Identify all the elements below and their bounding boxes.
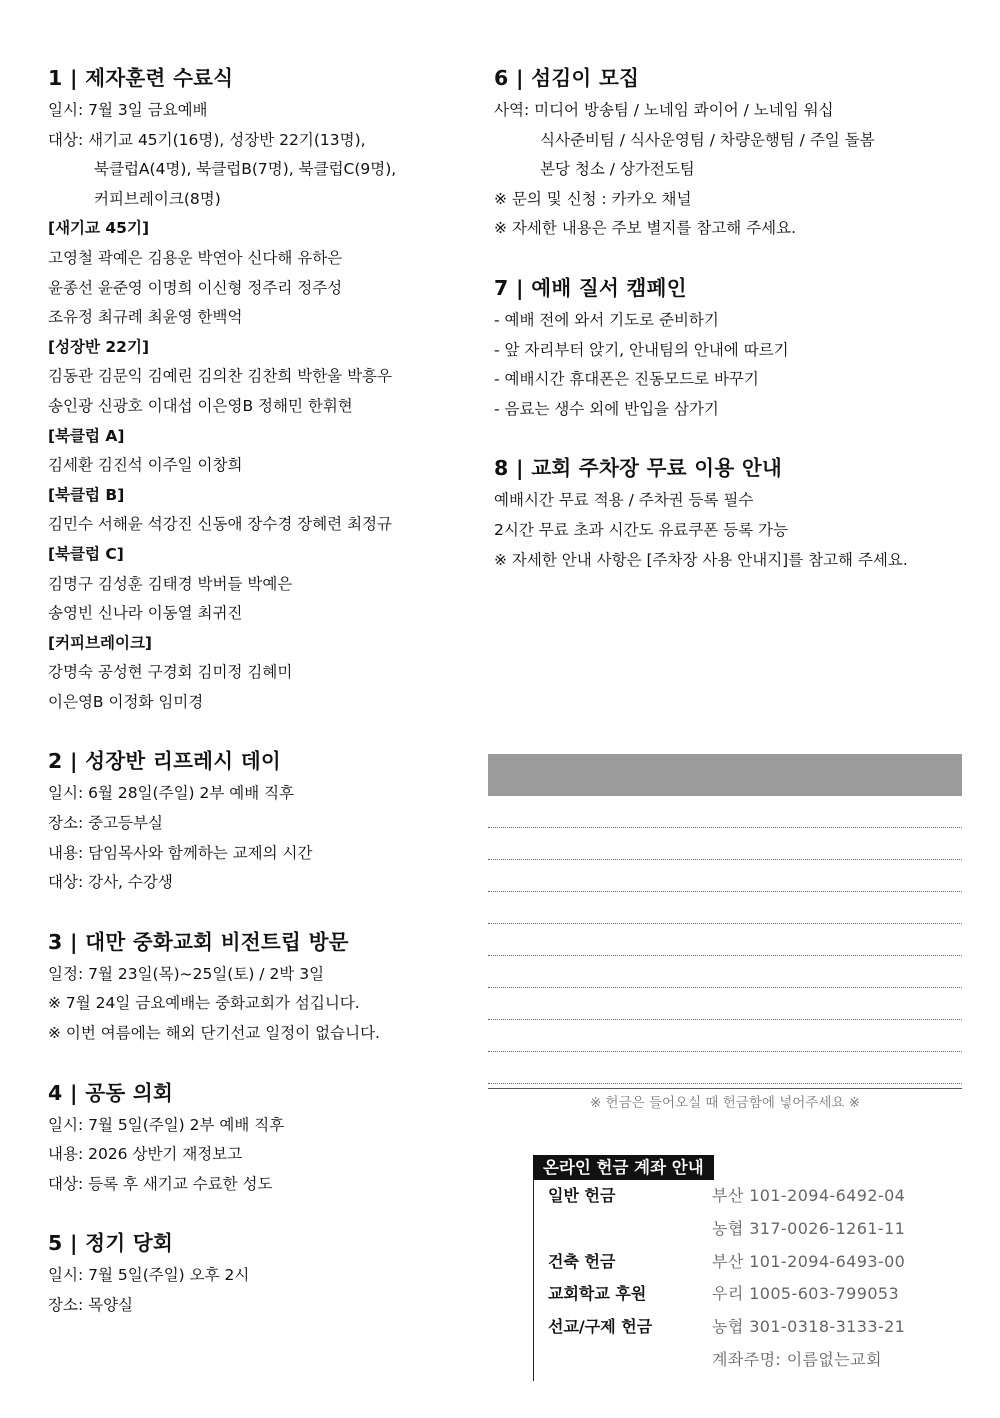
offering-note: ※ 헌금은 들어오실 때 헌금함에 넣어주세요 ※ <box>589 1095 861 1111</box>
left-column <box>48 60 468 1347</box>
detail-line: - 음료는 생수 외에 반입을 삼가기 <box>494 399 719 418</box>
account-label: 건축 헌금 <box>548 1251 616 1271</box>
section-title: 1 | 제자훈련 수료식 <box>48 66 234 90</box>
name-list: 김명구 김성훈 김태경 박버들 박예은 <box>48 574 293 593</box>
account-number: 부산 101-2094-6493-00 <box>712 1251 906 1271</box>
detail-line: 예배시간 무료 적용 / 주차권 등록 필수 <box>494 491 754 510</box>
name-list: 조유정 최규례 최윤영 한백억 <box>48 308 243 327</box>
section-joint-council <box>48 1075 468 1200</box>
name-list: 윤종선 윤준영 이명희 이신형 정주리 정주성 <box>48 278 343 297</box>
name-list: 김동관 김문익 김예린 김의찬 김찬희 박한울 박흥우 <box>48 367 392 386</box>
memo-line <box>488 924 962 956</box>
group-label: [북클럽 C] <box>48 544 124 563</box>
detail-line: ※ 7월 24일 금요예배는 중화교회가 섬깁니다. <box>48 994 360 1013</box>
detail-line: 본당 청소 / 상가전도팀 <box>540 160 695 179</box>
section-discipleship-graduation <box>48 60 468 717</box>
section-title: 5 | 정기 당회 <box>48 1231 174 1256</box>
group-label: [북클럽 A] <box>48 426 125 445</box>
section-parking-info <box>494 450 964 575</box>
name-list: 김민수 서해윤 석강진 신동애 장수경 장혜련 최정규 <box>48 515 392 534</box>
detail-line: - 앞 자리부터 앉기, 안내팀의 안내에 따르기 <box>494 340 789 359</box>
account-row <box>534 1311 954 1344</box>
detail-line: 대상: 등록 후 새기교 수료한 성도 <box>48 1174 273 1193</box>
detail-line: - 예배 전에 와서 기도로 준비하기 <box>494 310 719 329</box>
account-number: 부산 101-2094-6492-04 <box>712 1186 906 1205</box>
memo-line <box>488 828 962 860</box>
section-title: 8 | 교회 주차장 무료 이용 안내 <box>494 456 783 481</box>
account-row <box>534 1246 954 1279</box>
detail-line: 커피브레이크(8명) <box>94 189 221 208</box>
detail-line: 대상: 새기교 45기(16명), 성장반 22기(13명), <box>48 130 366 149</box>
memo-line <box>488 1052 962 1084</box>
memo-line <box>488 796 962 828</box>
detail-line: 일시: 6월 28일(주일) 2부 예배 직후 <box>48 784 295 803</box>
detail-line: 사역: 미디어 방송팀 / 노네임 콰이어 / 노네임 워십 <box>494 101 834 119</box>
memo-line <box>488 988 962 1020</box>
detail-line: 내용: 담임목사와 함께하는 교제의 시간 <box>48 843 313 862</box>
section-title: 2 | 성장반 리프레시 데이 <box>48 749 282 774</box>
account-label: 일반 헌금 <box>548 1186 616 1205</box>
right-column <box>494 60 964 601</box>
detail-line: - 예배시간 휴대폰은 진동모드로 바꾸기 <box>494 370 759 389</box>
name-list: 강명숙 공성현 구경회 김미정 김혜미 <box>48 663 293 682</box>
memo-divider <box>488 1088 962 1089</box>
account-row <box>534 1213 954 1246</box>
name-list: 송인광 신광호 이대섭 이은영B 정해민 한휘현 <box>48 396 353 415</box>
detail-line: 내용: 2026 상반기 재정보고 <box>48 1145 243 1164</box>
accounts-title: 온라인 헌금 계좌 안내 <box>533 1155 714 1180</box>
name-list: 고영철 곽예은 김용운 박연아 신다해 유하은 <box>48 248 343 267</box>
account-row <box>534 1278 954 1311</box>
group-label: [새기교 45기] <box>48 219 150 238</box>
online-offering-accounts <box>533 1155 954 1381</box>
section-worship-order-campaign <box>494 270 964 424</box>
account-holder: 계좌주명: 이름없는교회 <box>712 1349 882 1369</box>
memo-line <box>488 1020 962 1052</box>
section-vision-trip <box>48 924 468 1049</box>
account-row <box>534 1180 954 1213</box>
account-row <box>534 1344 954 1377</box>
detail-line: ※ 자세한 내용은 주보 별지를 참고해 주세요. <box>494 219 797 238</box>
detail-line: 식사준비팀 / 식사운영팀 / 차량운행팀 / 주일 돌봄 <box>540 130 875 149</box>
account-label: 선교/구제 헌금 <box>548 1317 653 1337</box>
section-title: 7 | 예배 질서 캠페인 <box>494 275 687 300</box>
section-title: 4 | 공동 의회 <box>48 1080 174 1105</box>
detail-line: 북클럽A(4명), 북클럽B(7명), 북클럽C(9명), <box>94 160 397 179</box>
section-session-meeting <box>48 1225 468 1320</box>
name-list: 이은영B 이정화 임미경 <box>48 692 204 711</box>
detail-line: 2시간 무료 초과 시간도 유료쿠폰 등록 가능 <box>494 520 788 539</box>
section-refresh-day <box>48 743 468 897</box>
name-list: 송영빈 신나라 이동열 최귀진 <box>48 604 243 623</box>
group-label: [북클럽 B] <box>48 485 125 504</box>
detail-line: 일시: 7월 5일(주일) 2부 예배 직후 <box>48 1115 285 1134</box>
detail-line: 대상: 강사, 수강생 <box>48 873 173 892</box>
section-volunteer-recruit <box>494 60 964 244</box>
account-number: 농협 301-0318-3133-21 <box>712 1317 906 1337</box>
detail-line: 일정: 7월 23일(목)~25일(토) / 2박 3일 <box>48 964 325 983</box>
memo-line <box>488 892 962 924</box>
memo-area <box>488 754 962 1114</box>
detail-line: ※ 문의 및 신청 : 카카오 채널 <box>494 189 692 208</box>
section-title: 6 | 섬김이 모집 <box>494 66 640 90</box>
account-number: 농협 317-0026-1261-11 <box>712 1218 906 1238</box>
memo-line <box>488 956 962 988</box>
account-label: 교회학교 후원 <box>548 1284 647 1304</box>
detail-line: ※ 자세한 안내 사항은 [주차장 사용 안내지]를 참고해 주세요. <box>494 550 908 569</box>
section-title: 3 | 대만 중화교회 비전트립 방문 <box>48 929 349 954</box>
detail-line: 장소: 중고등부실 <box>48 814 163 833</box>
memo-line <box>488 860 962 892</box>
name-list: 김세환 김진석 이주일 이창희 <box>48 456 243 475</box>
detail-line: 장소: 목양실 <box>48 1296 134 1314</box>
detail-line: ※ 이번 여름에는 해외 단기선교 일정이 없습니다. <box>48 1024 380 1043</box>
detail-line: 일시: 7월 3일 금요예배 <box>48 101 208 119</box>
group-label: [커피브레이크] <box>48 633 153 652</box>
account-number: 우리 1005-603-799053 <box>712 1284 900 1304</box>
memo-header-bar <box>488 754 962 796</box>
group-label: [성장반 22기] <box>48 337 150 356</box>
detail-line: 일시: 7월 5일(주일) 오후 2시 <box>48 1266 250 1285</box>
